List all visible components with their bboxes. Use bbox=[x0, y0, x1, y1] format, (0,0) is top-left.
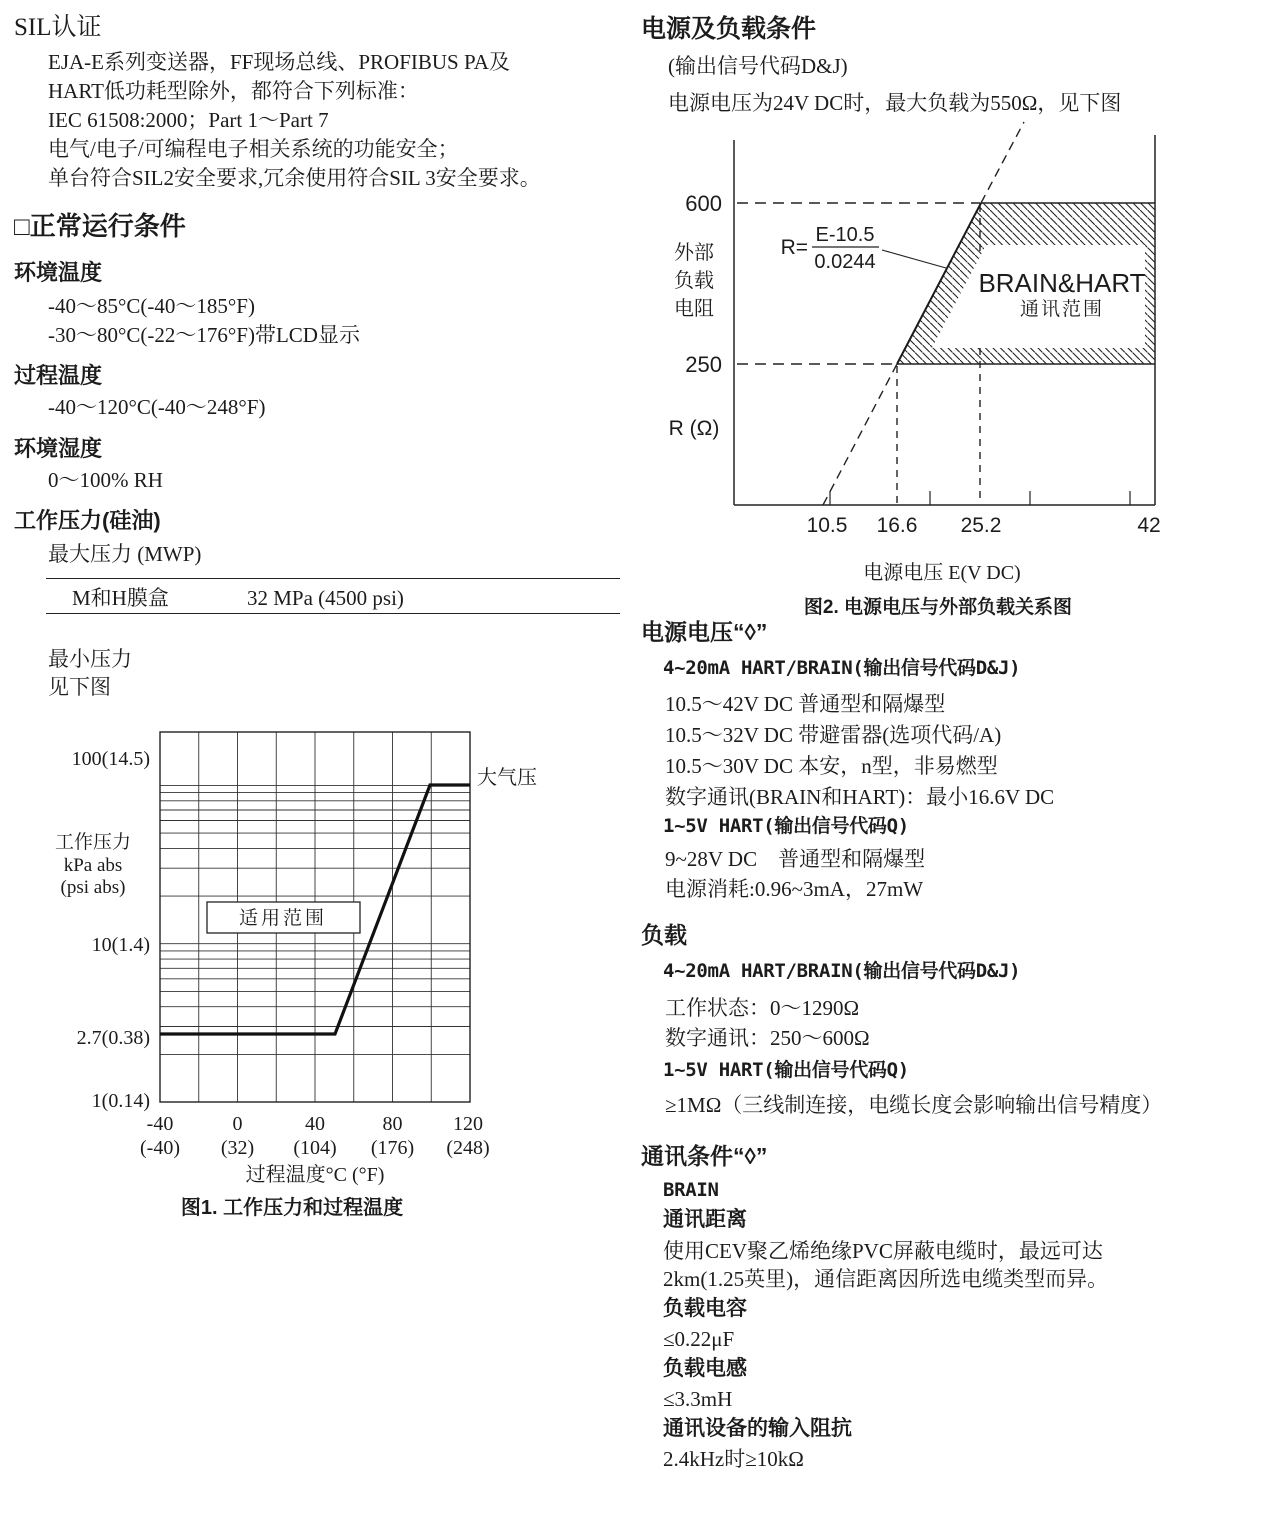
supply-voltage-mode2: 1~5V HART(输出信号代码Q) bbox=[663, 815, 909, 837]
ambient-temperature-value: -40～85°C(-40～185°F) bbox=[48, 294, 255, 318]
figure1-pressure-temperature-chart bbox=[30, 715, 570, 1235]
supply-voltage-line: 数字通讯(BRAIN和HART)：最小16.6V DC bbox=[665, 785, 1055, 809]
see-figure-below: 见下图 bbox=[48, 675, 111, 699]
normal-operating-conditions-title: □正常运行条件 bbox=[14, 211, 186, 241]
input-impedance-value: 2.4kHz时≥10kΩ bbox=[663, 1447, 804, 1471]
fig2-formula-numerator: E-10.5 bbox=[815, 224, 875, 246]
fig2-ylabel-600: 600 bbox=[685, 191, 722, 216]
fig2-xtick-10.5: 10.5 bbox=[806, 514, 848, 537]
max-pressure-subtitle: 最大压力 (MWP) bbox=[48, 542, 202, 566]
fig1-xtick-f: (-40) bbox=[140, 1137, 180, 1159]
sil-line: EJA-E系列变送器，FF现场总线、PROFIBUS PA及 bbox=[48, 50, 510, 74]
load-section-title: 负载 bbox=[641, 922, 687, 948]
fig2-ylabel-250: 250 bbox=[685, 352, 722, 377]
load-capacitance-title: 负载电容 bbox=[663, 1297, 747, 1320]
ambient-temperature-title: 环境温度 bbox=[14, 260, 103, 285]
comm-distance-line: 使用CEV聚乙烯绝缘PVC屏蔽电缆时，最远可达 bbox=[663, 1239, 1103, 1263]
process-temperature-value: -40～120°C(-40～248°F) bbox=[48, 395, 266, 419]
supply-voltage-title: 电源电压“◊” bbox=[641, 619, 768, 645]
fig2-yaxis-label-line3: 电阻 bbox=[674, 298, 714, 320]
fig2-yaxis-label-line1: 外部 bbox=[674, 242, 714, 264]
ambient-temperature-value: -30～80°C(-22～176°F)带LCD显示 bbox=[48, 323, 360, 347]
fig1-xtick-c: 120 bbox=[453, 1113, 483, 1135]
sil-line: 电气/电子/可编程电子相关系统的功能安全； bbox=[48, 137, 459, 161]
table-cell-value: 32 MPa (4500 psi) bbox=[247, 586, 404, 610]
comm-distance-line: 2km(1.25英里)，通信距离因所选电缆类型而异。 bbox=[663, 1267, 1109, 1291]
working-pressure-title: 工作压力(硅油) bbox=[14, 508, 161, 533]
supply-voltage-line: 10.5～32V DC 带避雷器(选项代码/A) bbox=[665, 723, 1002, 747]
supply-voltage-line: 9~28V DC 普通型和隔爆型 bbox=[665, 847, 926, 871]
fig2-xaxis-label: 电源电压 E(V DC) bbox=[863, 562, 1021, 584]
fig1-range-label: 适用范围 bbox=[238, 908, 328, 929]
fig2-yaxis-unit: R (Ω) bbox=[668, 417, 720, 440]
fig1-ytick-10: 10(1.4) bbox=[91, 934, 150, 956]
load-operating-range: 工作状态：0～1290Ω bbox=[665, 996, 860, 1020]
fig2-xtick-25.2: 25.2 bbox=[960, 514, 1002, 537]
load-inductance-title: 负载电感 bbox=[663, 1357, 747, 1380]
fig2-yaxis-label-line2: 负载 bbox=[674, 270, 714, 292]
input-impedance-title: 通讯设备的输入阻抗 bbox=[663, 1417, 852, 1440]
fig1-ylabel-line2: kPa abs bbox=[63, 855, 123, 876]
fig1-ytick-1: 1(0.14) bbox=[91, 1090, 150, 1112]
comm-distance-title: 通讯距离 bbox=[663, 1208, 747, 1231]
process-temperature-title: 过程温度 bbox=[14, 363, 103, 388]
fig2-formula-lhs: R= bbox=[780, 236, 808, 259]
fig1-xtick-c: 0 bbox=[232, 1113, 243, 1135]
fig2-xtick-42: 42 bbox=[1137, 514, 1161, 537]
fig2-formula-leader-line bbox=[882, 250, 946, 268]
fig1-xaxis-label: 过程温度°C (°F) bbox=[245, 1164, 385, 1186]
sil-line: 单台符合SIL2安全要求,冗余使用符合SIL 3安全要求。 bbox=[48, 166, 541, 190]
fig1-xtick-c: -40 bbox=[146, 1113, 174, 1135]
min-pressure-title: 最小压力 bbox=[48, 647, 132, 671]
fig1-atm-label: 大气压 bbox=[477, 767, 537, 789]
supply-voltage-consumption: 电源消耗:0.96~3mA，27mW bbox=[665, 877, 924, 901]
load-digital-comm-range: 数字通讯：250～600Ω bbox=[665, 1026, 870, 1050]
fig1-xtick-f: (104) bbox=[293, 1137, 337, 1159]
load-inductance-value: ≤3.3mH bbox=[663, 1387, 733, 1411]
sil-line: HART低功耗型除外，都符合下列标准： bbox=[48, 79, 419, 103]
fig1-ytick-2.7: 2.7(0.38) bbox=[76, 1027, 150, 1049]
load-mode2: 1~5V HART(输出信号代码Q) bbox=[663, 1059, 909, 1081]
table-rule-top bbox=[46, 578, 620, 579]
fig1-xtick-f: (248) bbox=[446, 1137, 490, 1159]
supply-voltage-mode1: 4~20mA HART/BRAIN(输出信号代码D&J) bbox=[663, 657, 1021, 679]
fig2-formula-denominator: 0.0244 bbox=[814, 251, 876, 273]
fig1-caption: 图1. 工作压力和过程温度 bbox=[180, 1197, 404, 1219]
fig2-diagonal-dashed-low bbox=[823, 364, 897, 505]
fig1-xtick-c: 80 bbox=[382, 1113, 403, 1135]
power-load-description: 电源电压为24V DC时，最大负载为550Ω，见下图 bbox=[668, 91, 1122, 115]
sil-line: IEC 61508:2000；Part 1～Part 7 bbox=[48, 108, 329, 132]
load-mode1: 4~20mA HART/BRAIN(输出信号代码D&J) bbox=[663, 960, 1021, 982]
ambient-humidity-value: 0～100% RH bbox=[48, 468, 163, 492]
figure2-supply-voltage-load-chart bbox=[632, 118, 1248, 630]
fig2-diagonal-dashed-high bbox=[981, 122, 1024, 203]
fig1-ylabel-line3: (psi abs) bbox=[60, 877, 126, 898]
comm-conditions-title: 通讯条件“◊” bbox=[641, 1143, 768, 1169]
supply-voltage-line: 10.5～42V DC 普通型和隔爆型 bbox=[665, 692, 946, 716]
fig1-xtick-f: (176) bbox=[370, 1137, 415, 1159]
fig2-region-label-line2: 通讯范围 bbox=[1019, 299, 1105, 320]
fig1-ylabel-line1: 工作压力 bbox=[54, 832, 132, 853]
sil-section-title: SIL认证 bbox=[14, 14, 102, 41]
comm-brain-label: BRAIN bbox=[663, 1179, 719, 1201]
fig2-xtick-16.6: 16.6 bbox=[876, 514, 918, 537]
table-rule-bottom bbox=[46, 613, 620, 614]
load-capacitance-value: ≤0.22μF bbox=[663, 1327, 735, 1351]
fig1-xtick-c: 40 bbox=[305, 1113, 325, 1135]
fig1-ytick-100: 100(14.5) bbox=[71, 748, 150, 770]
power-load-conditions-title: 电源及负载条件 bbox=[641, 15, 817, 43]
supply-voltage-line: 10.5～30V DC 本安，n型，非易燃型 bbox=[665, 754, 998, 778]
table-cell-capsule: M和H膜盒 bbox=[72, 586, 169, 610]
fig2-caption: 图2. 电源电压与外部负载关系图 bbox=[803, 597, 1073, 618]
fig1-xtick-f: (32) bbox=[220, 1137, 255, 1159]
load-impedance-note: ≥1MΩ（三线制连接，电缆长度会影响输出信号精度） bbox=[665, 1093, 1163, 1117]
fig2-region-label-line1: BRAIN&HART bbox=[978, 268, 1146, 298]
ambient-humidity-title: 环境湿度 bbox=[14, 436, 103, 461]
power-load-output-code: (输出信号代码D&J) bbox=[668, 54, 848, 78]
